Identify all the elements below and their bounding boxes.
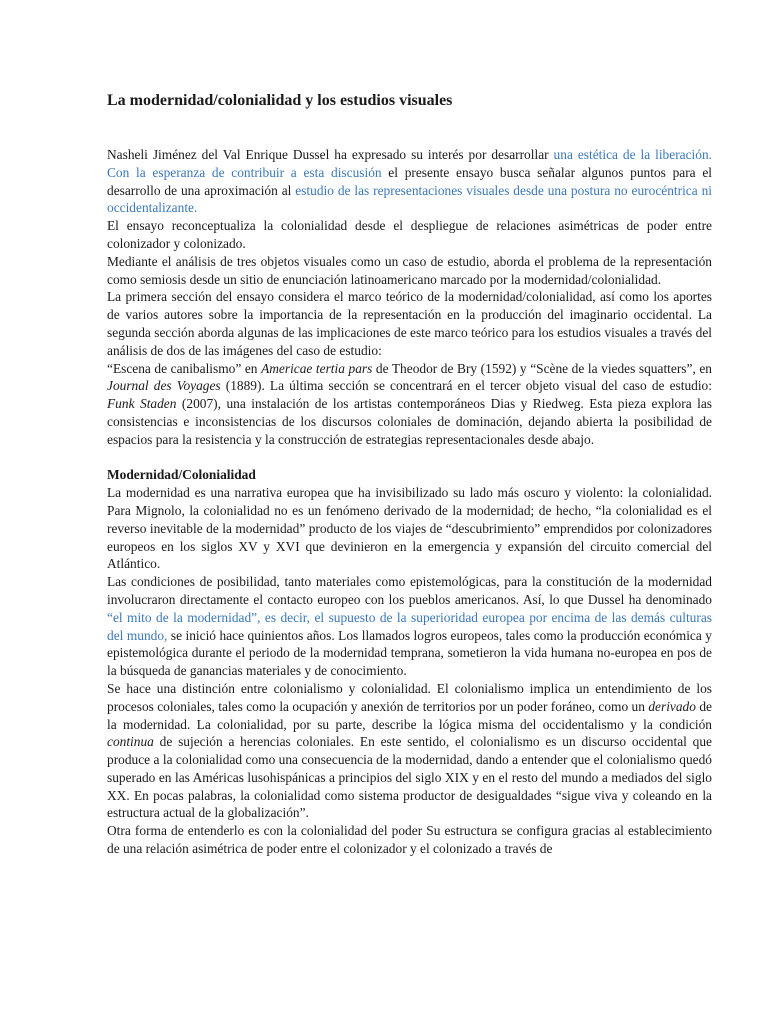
intro-paragraph-5: [107, 360, 712, 449]
section-p3-b: de la modernidad. La colonialidad, por su parte, describe la lógica misma del occidentalismo y la condición: [107, 698, 712, 732]
section-p3-c: de sujeción a herencias coloniales. En este sentido, el colonialismo es un discurso occidental que produce a la colonialidad como una consecuencia de la modernidad, dando a entender que el colonialismo quedó superado en las Américas lusohispánicas a principios del siglo XIX y en el resto del mundo a mediados del siglo XX. En pocas palabras, la colonialidad como sistema productor de desigualdades “sigue viva y coleando en la estructura actual de la globalización”.: [107, 734, 712, 821]
intro-p5-title-2: Journal des Voyages: [107, 378, 221, 394]
visual-studies-link[interactable]: estudio de las representaciones visuales desde una postura no eurocéntrica ni occidentalizante.: [107, 182, 712, 216]
intro-paragraph-1: [107, 146, 712, 217]
section-spacer: [107, 449, 712, 467]
intro-text-b: el presente ensayo busca señalar algunos puntos para el desarrollo de una aproximación al: [107, 164, 712, 198]
intro-p5-b: de Theodor de Bry (1592) y “Scène de la viedes squatters”, en: [372, 360, 712, 376]
section-p3-a: Se hace una distinción entre colonialismo y colonialidad. El colonialismo implica un entendimiento de los procesos coloniales, tales como la ocupación y anexión de territorios por un poder foráneo, como un: [107, 680, 712, 714]
intro-p5-d: (2007), una instalación de los artistas contemporáneos Dias y Riedweg. Esta pieza explora las consistencias e inconsistencias de los discursos coloniales de dominación, dejando abierta la posibilidad de espacios para la resistencia y la construcción de estrategias representacionales desde abajo.: [107, 396, 712, 447]
intro-paragraph-4: La primera sección del ensayo considera el marco teórico de la modernidad/colonialidad, así como los aportes de varios autores sobre la importancia de la representación en la producción del imaginario occidental. La segunda sección aborda algunas de las implicaciones de este marco teórico para los estudios visuales a través del análisis de dos de las imágenes del caso de estudio:: [107, 289, 712, 358]
section-paragraph-2: [107, 573, 712, 680]
section-paragraph-3: [107, 680, 712, 822]
section-p2-b: se inició hace quinientos años. Los llamados logros europeos, tales como la producción económica y epistemológica durante el periodo de la modernidad temprana, sometieron la vida humana no-europea en pos de la búsqueda de ganancias materiales y de conocimiento.: [107, 627, 712, 679]
myth-modernity-link[interactable]: “el mito de la modernidad”, es decir, el supuesto de la superioridad europea por encima de las demás culturas del mundo,: [107, 609, 712, 643]
section-heading: Modernidad/Colonialidad: [107, 467, 256, 483]
section-paragraph-1: La modernidad es una narrativa europea que ha invisibilizado su lado más oscuro y violento: la colonialidad. Para Mignolo, la colonialidad no es un fenómeno derivado de la modernidad; de hecho, “la colonialidad es el reverso inevitable de la modernidad” producto de los viajes de “descubrimiento” emprendidos por colonizadores europeos en los siglos XV y XVI que devinieron en la emergencia y expansión del circuito comercial del Atlántico.: [107, 485, 712, 572]
section-paragraph-4: Otra forma de entenderlo es con la colonialidad del poder Su estructura se configura gracias al establecimiento de una relación asimétrica de poder entre el colonizador y el colonizado a través de: [107, 823, 712, 857]
document-title: La modernidad/colonialidad y los estudios visuales: [107, 92, 453, 109]
section-p3-em-2: continua: [107, 734, 154, 750]
intro-paragraph-2: El ensayo reconceptualiza la colonialidad desde el despliegue de relaciones asimétricas de poder entre colonizador y colonizado.: [107, 218, 712, 251]
section-p2-a: Las condiciones de posibilidad, tanto materiales como epistemológicas, para la constitución de la modernidad involucraron directamente el contacto europeo con los pueblos americanos. Así, lo que Dussel ha denominado: [107, 574, 712, 607]
intro-text-a: Nasheli Jiménez del Val Enrique Dussel ha expresado su interés por desarrollar: [107, 147, 554, 162]
intro-p5-a: “Escena de canibalismo” en: [107, 360, 262, 376]
intro-paragraph-3: Mediante el análisis de tres objetos visuales como un caso de estudio, aborda el problema de la representación como semiosis desde un sitio de enunciación latinoamericano marcado por la modernidad/colonialidad.: [107, 253, 712, 287]
intro-p5-title-3: Funk Staden: [107, 396, 177, 412]
document-body: [107, 146, 712, 858]
section-p3-em-1: derivado: [648, 698, 696, 714]
aesthetics-link[interactable]: una estética de la liberación. Con la esperanza de contribuir a esta discusión: [107, 147, 712, 180]
intro-p5-title-1: Americae tertia pars: [261, 360, 373, 376]
intro-p5-c: (1889). La última sección se concentrará en el tercer objeto visual del caso de estudio:: [220, 378, 712, 394]
